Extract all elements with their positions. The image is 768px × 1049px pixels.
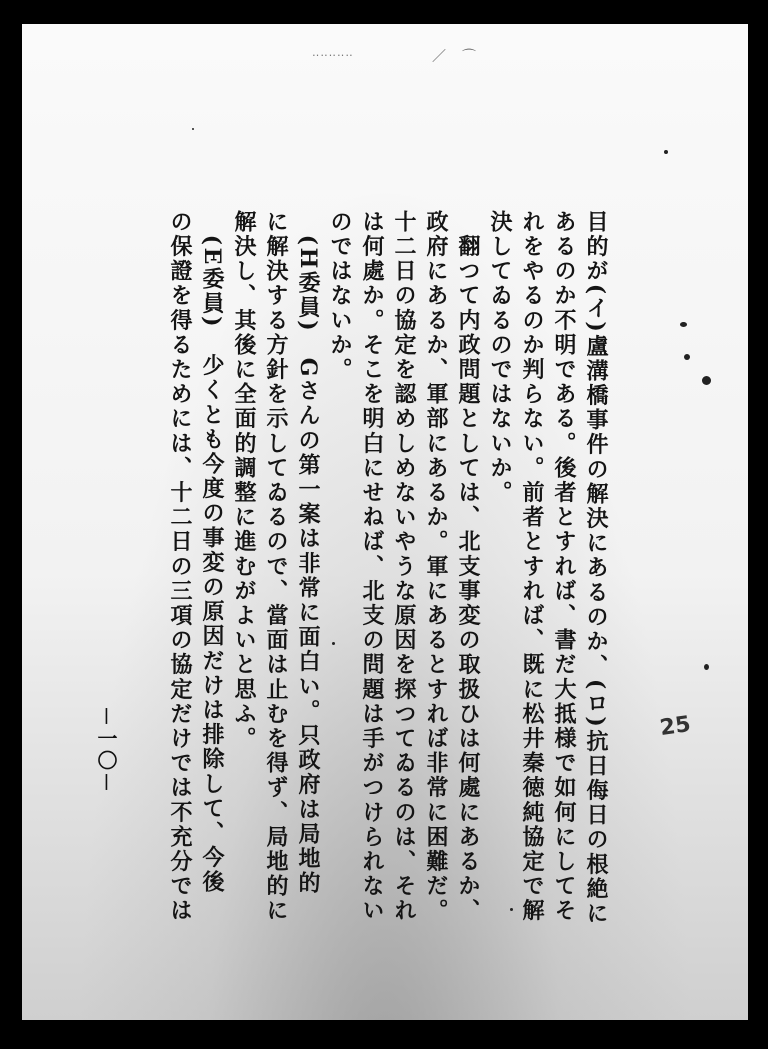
text-line-5: 翻つて内政問題としては、北支事変の取扱ひは何處にあるか、 bbox=[455, 210, 481, 924]
faded-header-mark: ‥‥‥‥‥ bbox=[312, 46, 354, 59]
vertical-text-body bbox=[164, 210, 612, 927]
text-line-8: は何處か。そこを明白にせねば、北支の問題は手がつけられない bbox=[359, 210, 385, 924]
text-line-2: あるのか不明である。後者とすれば、書だ大抵様で如何にしてそ bbox=[551, 210, 577, 924]
text-line-6: 政府にあるか、軍部にあるか。軍にあるとすれば非常に困難だ。 bbox=[423, 210, 449, 924]
text-line-10: (H委員) Gさんの第一案は非常に面白い。只政府は局地的 bbox=[295, 210, 321, 896]
text-line-12: 解決し、其後に全面的調整に進むがよいと思ふ。 bbox=[231, 210, 257, 752]
text-line-9: のではないか。 bbox=[327, 210, 353, 383]
text-line-1: 目的が(イ)盧溝橋事件の解決にあるのか、(ロ)抗日侮日の根絶に bbox=[583, 210, 609, 927]
text-line-13: (E委員) 少くとも今度の事変の原因だけは排除して、今後 bbox=[199, 210, 225, 895]
ink-speck bbox=[684, 354, 690, 360]
ink-speck bbox=[332, 642, 335, 645]
ink-speck bbox=[680, 322, 687, 327]
page-stamp: 25 bbox=[658, 711, 693, 742]
page-number: －一〇－ bbox=[94, 706, 118, 794]
text-line-4: 決してゐるのではないか。 bbox=[487, 210, 513, 506]
text-line-3: れをやるのか判らない。前者とすれば、既に松井秦徳純協定で解 bbox=[519, 210, 545, 924]
document-page bbox=[22, 24, 748, 1020]
ink-speck bbox=[510, 908, 513, 911]
text-line-11: に解決する方針を示してゐるので、當面は止むを得ず、局地的に bbox=[263, 210, 289, 924]
pen-stroke-mark: ／ ⌒ bbox=[432, 49, 477, 65]
ink-speck bbox=[192, 128, 194, 130]
ink-speck bbox=[704, 664, 709, 670]
text-line-14: の保證を得るためには、十二日の三項の協定だけでは不充分では bbox=[167, 210, 193, 924]
text-line-7: 十二日の協定を認めしめないやうな原因を探つてゐるのは、それ bbox=[391, 210, 417, 924]
ink-speck bbox=[664, 150, 668, 154]
ink-speck bbox=[702, 376, 711, 385]
